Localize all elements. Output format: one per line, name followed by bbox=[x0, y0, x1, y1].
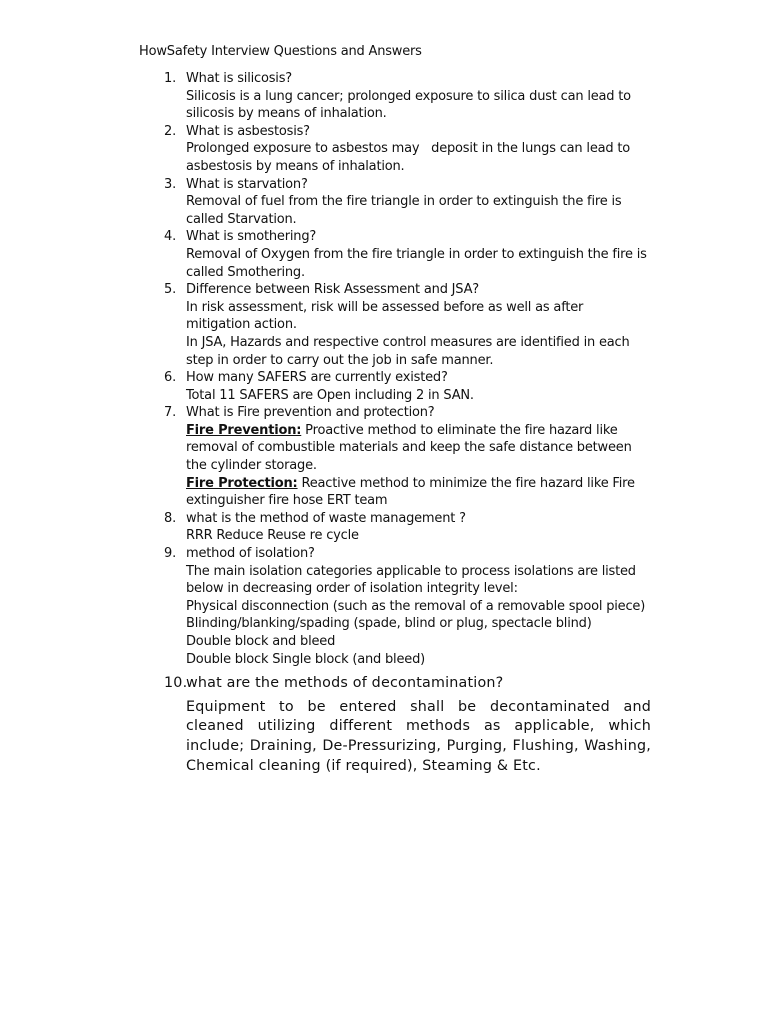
question: what is the method of waste management ? bbox=[186, 510, 466, 526]
answer: Silicosis is a lung cancer; prolonged exposure to silica dust can lead to silicosis by means of inhalation. bbox=[186, 88, 631, 122]
answer: Removal of Oxygen from the fire triangle in order to extinguish the fire is called Smothering. bbox=[186, 246, 647, 280]
list-item bbox=[139, 70, 659, 123]
list-item bbox=[139, 674, 659, 776]
question: Difference between Risk Assessment and JSA? bbox=[186, 282, 479, 298]
question: How many SAFERS are currently existed? bbox=[186, 370, 448, 386]
document-title: HowSafety Interview Questions and Answers bbox=[139, 44, 422, 59]
fire-prevention-text: Proactive method to eliminate the fire hazard like removal of combustible materials and keep the safe distance between the cylinder storage. bbox=[186, 422, 632, 474]
list-item bbox=[139, 281, 659, 369]
answer bbox=[186, 475, 651, 510]
answer: Blinding/blanking/spading (spade, blind or plug, spectacle blind) bbox=[186, 616, 592, 632]
list-item bbox=[139, 510, 659, 545]
answer: Double block and bleed bbox=[186, 634, 336, 649]
list-item bbox=[139, 545, 659, 668]
answer: RRR Reduce Reuse re cycle bbox=[186, 528, 359, 544]
answer: Equipment to be entered shall be decontaminated and cleaned utilizing different methods as applicable, which include; Draining, De-Pressurizing, Purging, Flushing, Washing, Chemical cleaning (if required), Steaming & Etc. bbox=[186, 698, 651, 774]
qa-list bbox=[139, 70, 659, 776]
question: What is Fire prevention and protection? bbox=[186, 405, 435, 421]
item-number: 10. bbox=[164, 675, 188, 692]
answer: Total 11 SAFERS are Open including 2 in SAN. bbox=[186, 387, 474, 403]
item-number: 1. bbox=[164, 71, 177, 86]
list-item bbox=[139, 369, 659, 404]
item-number: 7. bbox=[164, 405, 177, 421]
item-number: 3. bbox=[164, 176, 177, 192]
item-number: 5. bbox=[164, 282, 177, 298]
question: What is smothering? bbox=[186, 229, 317, 245]
answer: In risk assessment, risk will be assessed before as well as after mitigation action. bbox=[186, 299, 584, 333]
item-number: 6. bbox=[164, 370, 177, 386]
answer: Double block Single block (and bleed) bbox=[186, 651, 425, 667]
list-item bbox=[139, 176, 659, 229]
fire-protection-text: Reactive method to minimize the fire hazard like Fire extinguisher fire hose ERT team bbox=[186, 475, 635, 509]
item-number: 9. bbox=[164, 546, 177, 562]
answer: Removal of fuel from the fire triangle in order to extinguish the fire is called Starvation. bbox=[186, 194, 622, 227]
fire-protection-label: Fire Protection: bbox=[186, 475, 298, 491]
question: what are the methods of decontamination? bbox=[186, 675, 504, 692]
question: What is starvation? bbox=[186, 176, 308, 192]
item-number: 2. bbox=[164, 123, 177, 139]
question: What is silicosis? bbox=[186, 71, 292, 86]
answer bbox=[186, 422, 651, 475]
fire-prevention-label: Fire Prevention: bbox=[186, 422, 302, 438]
question: method of isolation? bbox=[186, 546, 315, 562]
question: What is asbestosis? bbox=[186, 123, 310, 139]
answer: The main isolation categories applicable to process isolations are listed below in decreasing order of isolation integrity level: bbox=[186, 563, 636, 597]
list-item bbox=[139, 228, 659, 281]
answer: In JSA, Hazards and respective control measures are identified in each step in order to carry out the job in safe manner. bbox=[186, 334, 630, 368]
answer: Prolonged exposure to asbestos may deposit in the lungs can lead to asbestosis by means of inhalation. bbox=[186, 141, 634, 174]
item-number: 4. bbox=[164, 229, 177, 245]
list-item bbox=[139, 404, 659, 510]
list-item bbox=[139, 123, 659, 176]
item-number: 8. bbox=[164, 510, 177, 526]
answer: Physical disconnection (such as the removal of a removable spool piece) bbox=[186, 598, 646, 614]
